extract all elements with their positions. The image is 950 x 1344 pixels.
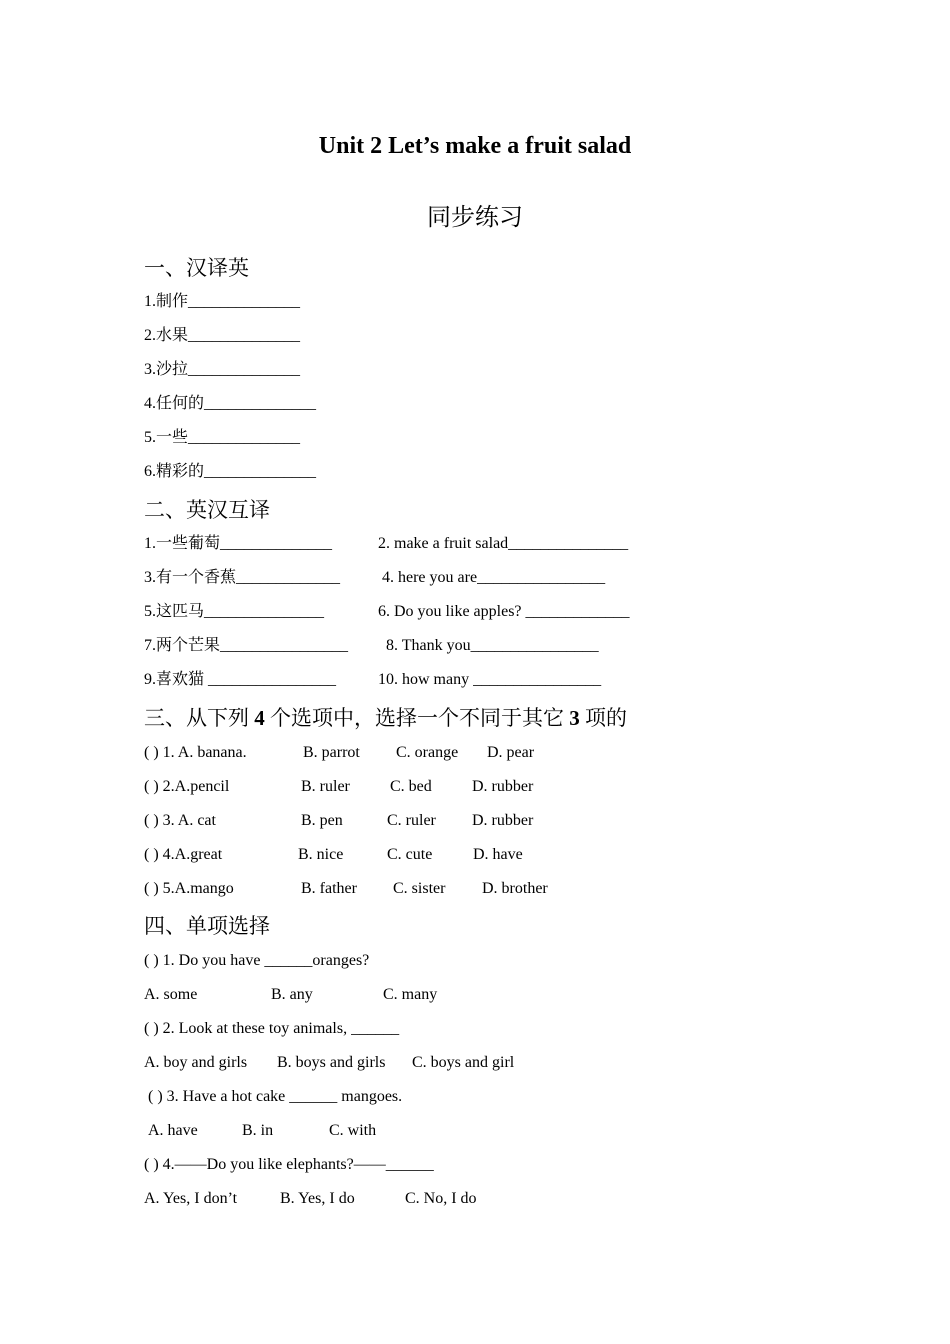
section-4-option: B. Yes, I do: [280, 1190, 355, 1207]
section-3-option: C. cute: [387, 846, 433, 863]
section-4-option: B. in: [242, 1122, 274, 1139]
section-4-option: A. some: [144, 986, 198, 1003]
section-2-item: 6. Do you like apples? _____________: [378, 603, 630, 620]
section-1-item: 4.任何的______________: [144, 395, 317, 412]
section-4-option: A. have: [148, 1122, 198, 1139]
section-1-item: 3.沙拉______________: [144, 361, 301, 378]
section-3-option: B. ruler: [301, 778, 350, 795]
section-4-option: C. No, I do: [405, 1190, 477, 1207]
section-3-question: ( ) 3. A. cat: [144, 812, 216, 829]
section-1-item: 2.水果______________: [144, 327, 301, 344]
section-3-option: D. pear: [487, 744, 535, 761]
section-1-item: 5.一些______________: [144, 429, 301, 446]
section-3-question: ( ) 2.A.pencil: [144, 778, 230, 795]
section-4-option: B. any: [271, 986, 313, 1003]
section-3-question: ( ) 5.A.mango: [144, 880, 234, 897]
section-1-heading: 一、汉译英: [144, 256, 249, 280]
section-3-option: D. have: [473, 846, 523, 863]
section-4-option: C. many: [383, 986, 438, 1003]
section-3-option: C. orange: [396, 744, 459, 761]
section-4-heading: 四、单项选择: [144, 914, 270, 938]
section-4-question: ( ) 3. Have a hot cake ______ mangoes.: [148, 1088, 403, 1105]
section-2-item: 10. how many ________________: [378, 671, 602, 688]
section-4-option: C. with: [329, 1122, 377, 1139]
section-2-item: 8. Thank you________________: [386, 637, 599, 654]
section-2-item: 3.有一个香蕉_____________: [144, 569, 341, 586]
section-3-question: ( ) 4.A.great: [144, 846, 223, 863]
section-2-heading: 二、英汉互译: [144, 498, 270, 522]
page-subtitle: 同步练习: [427, 205, 523, 231]
section-3-option: B. father: [301, 880, 357, 897]
section-4-question: ( ) 4.——Do you like elephants?——______: [144, 1156, 434, 1173]
section-3-heading: 三、从下列 4 个选项中，选择一个不同于其它 3 项的: [144, 706, 627, 730]
section-3-option: D. rubber: [472, 778, 534, 795]
section-2-item: 1.一些葡萄______________: [144, 535, 333, 552]
section-3-question: ( ) 1. A. banana.: [144, 744, 247, 761]
section-3-option: C. sister: [393, 880, 446, 897]
section-3-option: C. ruler: [387, 812, 436, 829]
section-1-item: 6.精彩的______________: [144, 463, 317, 480]
section-3-option: D. rubber: [472, 812, 534, 829]
section-3-option: C. bed: [390, 778, 432, 795]
page-title: Unit 2 Let’s make a fruit salad: [318, 133, 632, 159]
section-3-option: B. nice: [298, 846, 344, 863]
section-1-item: 1.制作______________: [144, 293, 301, 310]
section-4-option: A. boy and girls: [144, 1054, 248, 1071]
section-2-item: 5.这匹马_______________: [144, 603, 325, 620]
section-4-question: ( ) 1. Do you have ______oranges?: [144, 952, 370, 969]
section-4-option: C. boys and girl: [412, 1054, 515, 1071]
section-2-item: 7.两个芒果________________: [144, 637, 349, 654]
section-2-item: 2. make a fruit salad_______________: [378, 535, 629, 552]
section-3-option: D. brother: [482, 880, 548, 897]
section-3-option: B. parrot: [303, 744, 360, 761]
section-4-option: A. Yes, I don’t: [144, 1190, 238, 1207]
section-4-option: B. boys and girls: [277, 1054, 386, 1071]
section-2-item: 4. here you are________________: [382, 569, 606, 586]
section-3-option: B. pen: [301, 812, 343, 829]
section-4-question: ( ) 2. Look at these toy animals, ______: [144, 1020, 400, 1037]
section-2-item: 9.喜欢猫 ________________: [144, 671, 337, 688]
